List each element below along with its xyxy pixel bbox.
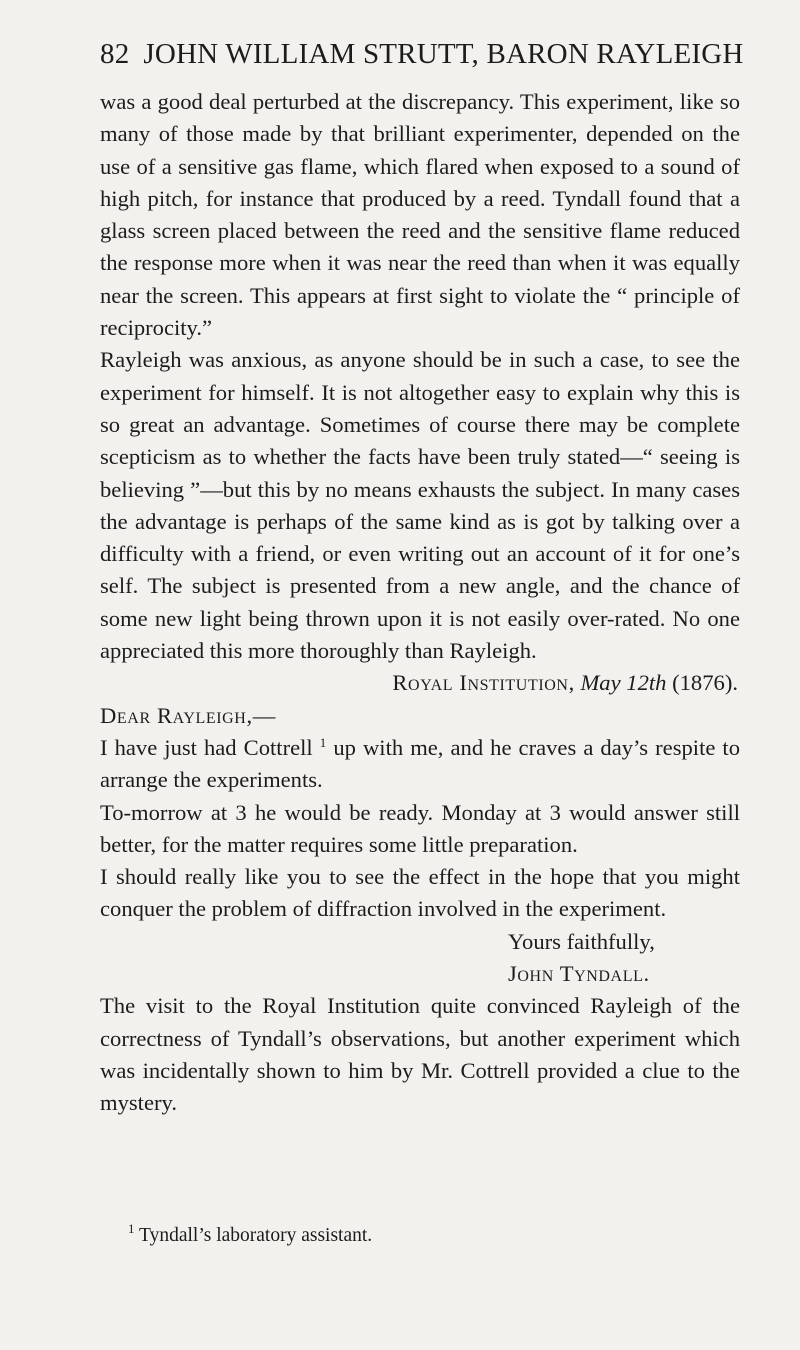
letter-paragraph-1 bbox=[100, 732, 740, 797]
letter-text: I have just had Cottrell bbox=[100, 734, 313, 760]
letter-year: (1876). bbox=[672, 670, 738, 696]
letter-salutation: Dear Rayleigh,— bbox=[100, 702, 276, 728]
paragraph-rayleigh-anxious: Rayleigh was anxious, as anyone should be in such a case, to see the experiment for himself. It is not altogether easy to explain why this is so great an advantage. Sometimes of course there may be complete scepticism as to whether the facts have been truly stated—“ seeing is believing ”—but this by no means exhausts the subject. In many cases the advantage is perhaps of the same kind as is got by talking over a difficulty with a friend, or even writing out an account of it for one’s self. The subject is presented from a new angle, and the chance of some new light being thrown upon it is not easily over-rated. No one appreciated this more thoroughly than Rayleigh. bbox=[100, 347, 740, 664]
letter-closing: Yours faithfully, bbox=[508, 928, 655, 954]
letter-signoff bbox=[508, 926, 740, 991]
paragraph-visit: The visit to the Royal Institution quite convinced Rayleigh of the correctness of Tyndall’s observations, but another experiment which was incidentally shown to him by Mr. Cottrell provided a clue to the mystery. bbox=[100, 993, 740, 1116]
letter-date: May 12th bbox=[580, 670, 667, 696]
footnote bbox=[128, 1221, 373, 1247]
paragraph-continuation: was a good deal perturbed at the discrepancy. This experiment, like so many of those made by that brilliant experimenter, depended on the use of a sensitive gas flame, which flared when exposed to a sound of high pitch, for instance that produced by a reed. Tyndall found that a glass screen placed between the reed and the sensitive flame reduced the response more when it was near the reed than when it was equally near the screen. This appears at first sight to violate the “ principle of reciprocity.” bbox=[100, 89, 740, 341]
letter-dateline bbox=[100, 667, 740, 699]
letter-signature: John Tyndall. bbox=[508, 961, 650, 987]
footnote-marker: 1 bbox=[319, 734, 327, 750]
letter-place: Royal Institution, bbox=[392, 670, 575, 696]
running-header bbox=[100, 38, 744, 71]
letter-paragraph-2: To-morrow at 3 he would be ready. Monday at 3 would answer still better, for the matter requires some little preparation. bbox=[100, 799, 740, 857]
letter-paragraph-3: I should really like you to see the effect in the hope that you might conquer the problem of diffraction involved in the experiment. bbox=[100, 864, 740, 922]
letter bbox=[100, 667, 740, 990]
body-text bbox=[100, 86, 740, 1120]
letter-text: up with me, and he craves a day’s respite to arrange the experiments. bbox=[100, 734, 740, 793]
footnote-number: 1 bbox=[128, 1221, 135, 1236]
running-title: JOHN WILLIAM STRUTT, BARON RAYLEIGH bbox=[143, 38, 744, 70]
footnote-text: Tyndall’s laboratory assistant. bbox=[134, 1225, 373, 1246]
page-number: 82 bbox=[100, 38, 130, 70]
